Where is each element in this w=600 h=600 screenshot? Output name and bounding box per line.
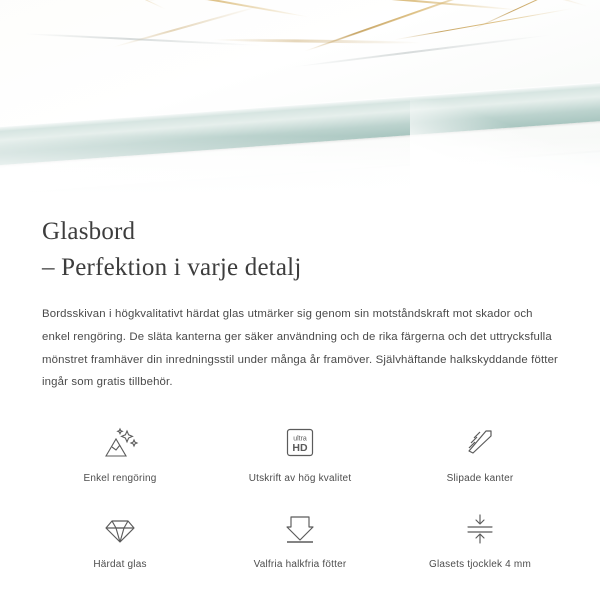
feature-label: Utskrift av hög kvalitet [248,473,352,485]
hero-product-image [0,0,600,196]
ultra-hd-icon [277,420,323,466]
description-content [0,196,600,394]
headline-line-2: – Perfektion i varje detalj [42,253,302,281]
headline-line-1: Glasbord [42,218,136,245]
description-paragraph: Bordsskivan i högkvalitativt härdat glas utmärker sig genom sin motståndskraft mot skador och enkel rengöring. De släta kanterna ger säker användning och de rika färgerna och det uttrycksfulla mönstret framhäver din inredningsstil under många år framöver. Självhäftande halkskyddande fötter ingår som gratis tillbehör. [42,308,559,389]
gold-vein [63,0,167,10]
diamond-icon [97,506,143,552]
sparkle-cloth-icon [97,420,143,466]
feature-grid [0,420,600,570]
feature-item-anti-slip-feet [210,506,390,570]
feature-item-easy-cleaning [30,420,210,484]
feature-label: Härdat glas [93,559,147,571]
feature-item-print-quality [210,420,390,484]
svg-text:HD: HD [292,442,308,455]
grey-vein [290,34,553,69]
thickness-arrows-icon [457,506,503,552]
gold-vein [89,0,311,18]
feature-label: Enkel rengöring [83,473,157,485]
feature-label: Slipade kanter [446,473,514,485]
feature-item-polished-edges [390,420,570,484]
anti-slip-feet-icon [277,506,323,552]
feature-label: Glasets tjocklek 4 mm [428,559,531,571]
polished-edges-icon [457,420,503,466]
feature-item-glass-thickness [390,506,570,570]
svg-text:ultra: ultra [293,435,307,443]
feature-label: Valfria halkfria fötter [253,559,347,571]
hero-bottom-fade [0,136,600,196]
gold-vein [267,0,524,11]
feature-item-tempered-glass [30,506,210,570]
page-title [42,214,558,285]
